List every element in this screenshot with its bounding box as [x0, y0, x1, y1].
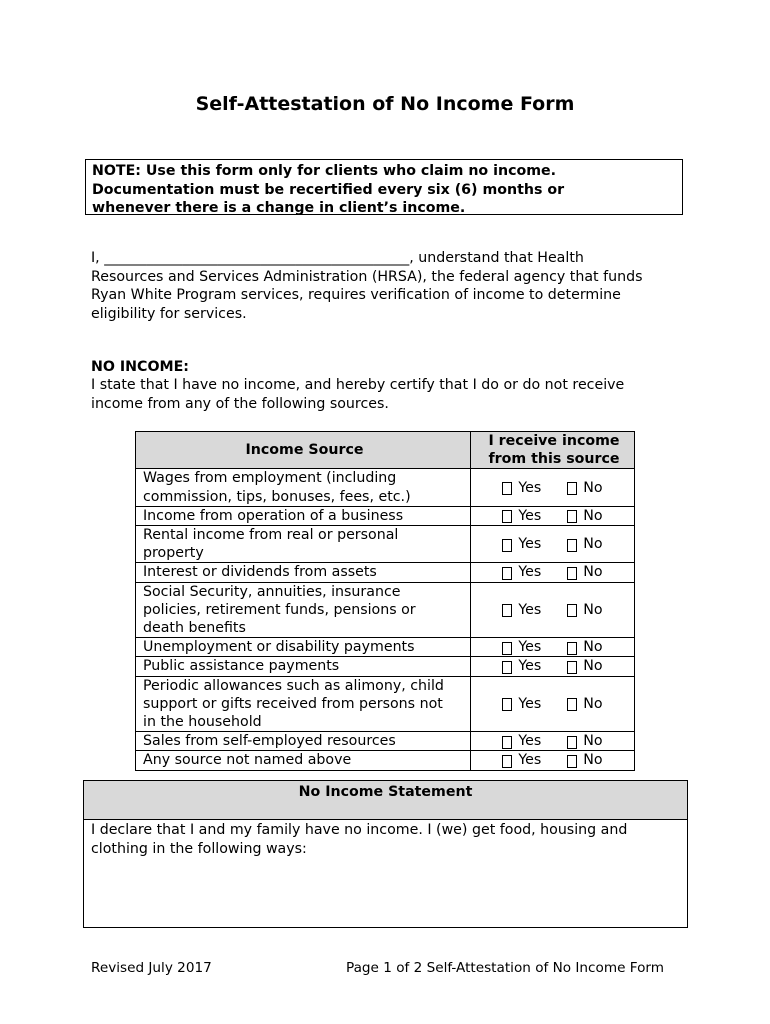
footer-revised: Revised July 2017 [91, 960, 212, 976]
yes-label: Yes [518, 507, 542, 524]
yes-checkbox[interactable] [502, 567, 512, 580]
yes-checkbox[interactable] [502, 604, 512, 617]
yes-label: Yes [518, 658, 542, 675]
no-option[interactable] [567, 535, 602, 553]
yes-option[interactable] [502, 507, 541, 525]
yes-option[interactable] [502, 732, 541, 750]
income-source-cell [136, 732, 471, 751]
no-option[interactable] [567, 601, 602, 619]
intro-line-name-field[interactable]: I, ___________________________________________, understand that Health [91, 250, 584, 266]
no-label: No [583, 507, 603, 524]
income-source-label: Public assistance payments [143, 658, 340, 675]
no-option[interactable] [567, 732, 602, 750]
no-label: No [583, 695, 603, 712]
income-source-header: Income Source [136, 432, 471, 469]
income-source-label: Interest or dividends from assets [143, 564, 377, 581]
note-line: whenever there is a change in client’s income. [92, 200, 466, 217]
no-option[interactable] [567, 638, 602, 656]
yes-label: Yes [518, 752, 542, 769]
no-checkbox[interactable] [567, 698, 577, 711]
receive-income-header-line: from this source [488, 451, 620, 468]
income-source-cell [136, 526, 471, 563]
no-label: No [583, 752, 603, 769]
income-source-label: Unemployment or disability payments [143, 639, 415, 656]
intro-line: Resources and Services Administration (HRSA), the federal agency that funds [91, 268, 643, 285]
yes-no-cell [471, 638, 635, 657]
yes-checkbox[interactable] [502, 482, 512, 495]
no-label: No [583, 733, 603, 750]
no-label: No [583, 639, 603, 656]
no-option[interactable] [567, 751, 602, 769]
no-checkbox[interactable] [567, 736, 577, 749]
income-source-label: commission, tips, bonuses, fees, etc.) [143, 488, 411, 505]
table-row [136, 751, 635, 770]
no-income-line: income from any of the following sources. [91, 395, 389, 412]
no-label: No [583, 479, 603, 496]
yes-no-cell [471, 506, 635, 525]
no-checkbox[interactable] [567, 510, 577, 523]
income-source-label: Sales from self-employed resources [143, 733, 396, 750]
yes-checkbox[interactable] [502, 755, 512, 768]
yes-no-cell [471, 469, 635, 506]
table-row [136, 506, 635, 525]
no-checkbox[interactable] [567, 604, 577, 617]
income-source-label: death benefits [143, 620, 246, 637]
income-source-label: in the household [143, 714, 262, 731]
income-source-label: Rental income from real or personal [143, 527, 399, 544]
no-option[interactable] [567, 507, 602, 525]
note-line: NOTE: Use this form only for clients who claim no income. [92, 163, 557, 179]
income-source-cell [136, 638, 471, 657]
income-source-cell [136, 751, 471, 770]
no-label: No [583, 601, 603, 618]
income-source-cell [136, 506, 471, 525]
table-row [136, 582, 635, 638]
no-option[interactable] [567, 563, 602, 581]
income-source-cell [136, 657, 471, 676]
yes-label: Yes [518, 639, 542, 656]
intro-line: Ryan White Program services, requires verification of income to determine [91, 287, 621, 303]
yes-option[interactable] [502, 657, 541, 675]
yes-option[interactable] [502, 479, 541, 497]
statement-line: clothing in the following ways: [91, 840, 307, 857]
yes-option[interactable] [502, 601, 541, 619]
income-source-cell [136, 469, 471, 506]
yes-checkbox[interactable] [502, 539, 512, 552]
statement-line: I declare that I and my family have no income. I (we) get food, housing and [91, 822, 628, 838]
yes-option[interactable] [502, 695, 541, 713]
yes-label: Yes [518, 564, 542, 581]
receive-income-header [471, 432, 635, 469]
no-income-paragraph [91, 376, 691, 413]
yes-label: Yes [518, 733, 542, 750]
yes-no-cell [471, 582, 635, 638]
yes-checkbox[interactable] [502, 698, 512, 711]
yes-no-cell [471, 732, 635, 751]
yes-option[interactable] [502, 638, 541, 656]
no-income-heading: NO INCOME: [91, 359, 189, 375]
yes-no-cell [471, 563, 635, 582]
no-label: No [583, 658, 603, 675]
no-income-statement-box [83, 780, 688, 928]
income-source-label: Periodic allowances such as alimony, child [143, 677, 444, 694]
no-option[interactable] [567, 695, 602, 713]
income-source-table [135, 431, 635, 771]
no-checkbox[interactable] [567, 755, 577, 768]
income-source-cell [136, 676, 471, 732]
statement-heading: No Income Statement [84, 781, 687, 820]
intro-paragraph [91, 249, 691, 323]
yes-no-cell [471, 657, 635, 676]
no-checkbox[interactable] [567, 661, 577, 674]
no-income-line: I state that I have no income, and hereby certify that I do or do not receive [91, 377, 625, 393]
no-label: No [583, 536, 603, 553]
income-source-label: Wages from employment (including [143, 470, 397, 487]
income-source-cell [136, 582, 471, 638]
no-label: No [583, 564, 603, 581]
note-box [85, 159, 683, 215]
yes-option[interactable] [502, 535, 541, 553]
yes-option[interactable] [502, 751, 541, 769]
footer-page-info: Page 1 of 2 Self-Attestation of No Income Form [346, 960, 665, 976]
yes-no-cell [471, 676, 635, 732]
income-source-label: Social Security, annuities, insurance [143, 583, 401, 600]
note-line: Documentation must be recertified every six (6) months or [92, 181, 565, 198]
intro-line: eligibility for services. [91, 305, 247, 322]
page-title: Self-Attestation of No Income Form [195, 93, 575, 115]
table-header-row [136, 432, 635, 469]
table-row [136, 469, 635, 506]
yes-label: Yes [518, 479, 542, 496]
yes-label: Yes [518, 695, 542, 712]
yes-checkbox[interactable] [502, 736, 512, 749]
statement-text-area[interactable] [84, 820, 687, 858]
receive-income-header-line: I receive income [488, 433, 620, 449]
no-option[interactable] [567, 479, 602, 497]
no-option[interactable] [567, 657, 602, 675]
yes-no-cell [471, 751, 635, 770]
no-checkbox[interactable] [567, 642, 577, 655]
income-source-label: property [143, 545, 204, 562]
table-row [136, 732, 635, 751]
yes-checkbox[interactable] [502, 661, 512, 674]
table-row [136, 657, 635, 676]
income-source-label: policies, retirement funds, pensions or [143, 601, 416, 618]
yes-label: Yes [518, 536, 542, 553]
income-source-label: Income from operation of a business [143, 507, 404, 524]
yes-no-cell [471, 526, 635, 563]
table-row [136, 676, 635, 732]
table-row [136, 563, 635, 582]
income-source-cell [136, 563, 471, 582]
income-source-label: Any source not named above [143, 752, 352, 769]
income-source-label: support or gifts received from persons not [143, 695, 443, 712]
table-row [136, 526, 635, 563]
yes-option[interactable] [502, 563, 541, 581]
no-checkbox[interactable] [567, 567, 577, 580]
yes-checkbox[interactable] [502, 642, 512, 655]
yes-checkbox[interactable] [502, 510, 512, 523]
no-checkbox[interactable] [567, 539, 577, 552]
table-row [136, 638, 635, 657]
no-checkbox[interactable] [567, 482, 577, 495]
yes-label: Yes [518, 601, 542, 618]
